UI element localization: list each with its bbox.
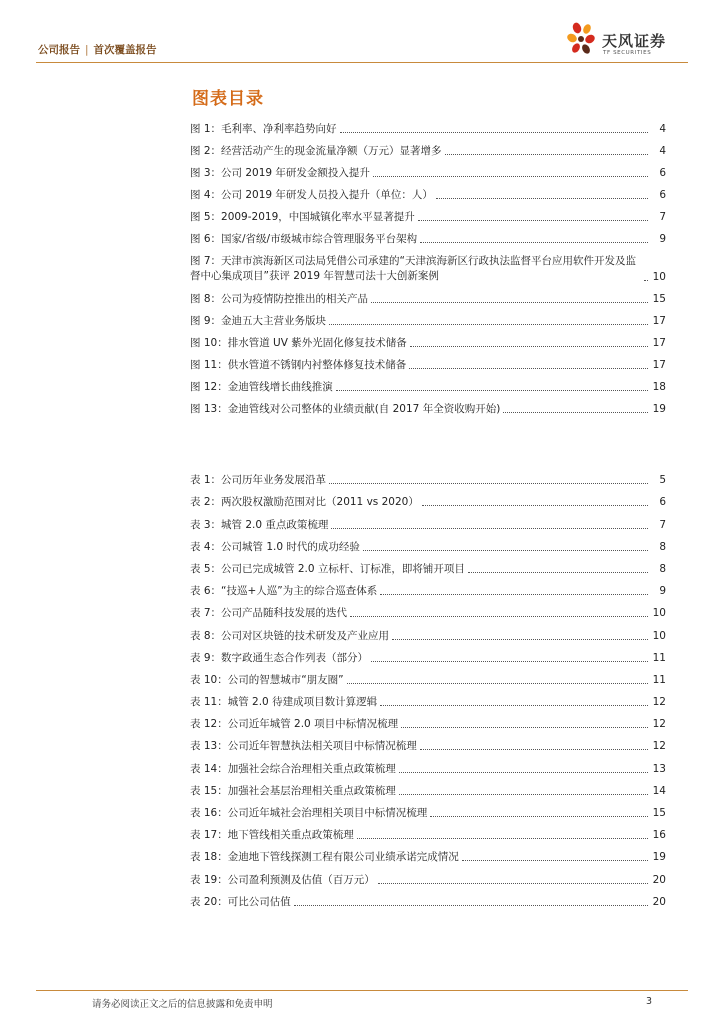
table-entry-page: 11 bbox=[652, 673, 666, 686]
table-entry-label: 表 2：两次股权激励范围对比（2011 vs 2020） bbox=[190, 496, 419, 509]
figure-entry-label: 图 7：天津市滨海新区司法局凭借公司承建的“天津滨海新区行政执法监督平台应用软件开发及监督中心集成项目”获评 2019 年智慧司法十大创新案例 bbox=[190, 255, 636, 282]
table-entry-page: 16 bbox=[652, 829, 666, 842]
table-entry-label: 表 4：公司城管 1.0 时代的成功经验 bbox=[190, 540, 360, 553]
dot-leader bbox=[392, 639, 648, 640]
report-subtype: 首次覆盖报告 bbox=[93, 44, 157, 56]
table-entry[interactable] bbox=[190, 864, 666, 886]
figure-entry-label: 图 2：经营活动产生的现金流量净额（万元）显著增多 bbox=[190, 145, 442, 157]
table-entry-label: 表 13：公司近年智慧执法相关项目中标情况梳理 bbox=[190, 740, 417, 753]
dot-leader bbox=[347, 683, 648, 684]
dot-leader bbox=[503, 412, 648, 413]
figure-entry[interactable] bbox=[190, 136, 666, 158]
figure-entry-page: 6 bbox=[659, 189, 666, 201]
dot-leader bbox=[350, 616, 648, 617]
table-entry-page: 12 bbox=[652, 740, 666, 753]
logo-subtext: TF SECURITIES bbox=[603, 50, 652, 56]
figure-entry[interactable] bbox=[190, 328, 666, 350]
breadcrumb-separator: | bbox=[85, 44, 89, 56]
figure-entry-page: 17 bbox=[652, 315, 666, 327]
table-entry-page: 12 bbox=[652, 696, 666, 709]
figure-entry[interactable] bbox=[190, 180, 666, 202]
figure-entry[interactable] bbox=[190, 114, 666, 136]
figure-entry-page: 7 bbox=[659, 211, 666, 223]
table-entry-label: 表 15：加强社会基层治理相关重点政策梳理 bbox=[190, 784, 396, 797]
table-entry-label: 表 6：“技巡+人巡”为主的综合巡查体系 bbox=[190, 585, 378, 598]
figure-entry-page: 10 bbox=[652, 271, 666, 283]
table-entry[interactable] bbox=[190, 887, 666, 909]
table-entry-label: 表 14：加强社会综合治理相关重点政策梳理 bbox=[190, 762, 396, 775]
figure-entry-page: 17 bbox=[652, 359, 666, 371]
figure-entry-page: 6 bbox=[659, 167, 666, 179]
figure-entry[interactable] bbox=[190, 158, 666, 180]
figure-entry[interactable] bbox=[190, 246, 666, 284]
figure-entry-label: 图 5：2009-2019，中国城镇化率水平显著提升 bbox=[190, 211, 415, 223]
tf-securities-logo bbox=[566, 22, 690, 62]
figure-entry-page: 15 bbox=[652, 293, 666, 305]
table-entry[interactable] bbox=[190, 576, 666, 598]
table-entry[interactable] bbox=[190, 487, 666, 509]
figure-entry[interactable] bbox=[190, 306, 666, 328]
figure-entry[interactable] bbox=[190, 224, 666, 246]
table-entry-label: 表 7：公司产品随科技发展的迭代 bbox=[190, 607, 348, 620]
dot-leader bbox=[380, 594, 648, 595]
footer-divider bbox=[36, 990, 688, 991]
logo-text: 天风证券 bbox=[602, 32, 667, 50]
table-entry-label: 表 9：数字政通生态合作列表（部分） bbox=[190, 651, 369, 664]
dot-leader bbox=[462, 860, 648, 861]
table-entry-page: 14 bbox=[652, 784, 666, 797]
table-entry-page: 9 bbox=[659, 585, 666, 598]
footer-disclaimer: 请务必阅读正文之后的信息披露和免责申明 bbox=[92, 999, 273, 1010]
figure-entry[interactable] bbox=[190, 394, 666, 416]
dot-leader bbox=[420, 749, 648, 750]
table-entry-label: 表 1：公司历年业务发展沿革 bbox=[190, 474, 327, 487]
figure-entry-page: 19 bbox=[652, 403, 666, 415]
table-entry-label: 表 11：城管 2.0 待建成项目数计算逻辑 bbox=[190, 696, 378, 709]
figure-entry[interactable] bbox=[190, 372, 666, 394]
tf-securities-flower-logo-icon bbox=[566, 22, 600, 58]
table-entry-page: 8 bbox=[659, 540, 666, 553]
dot-leader bbox=[380, 705, 648, 706]
figure-entry[interactable] bbox=[190, 202, 666, 224]
dot-leader bbox=[430, 816, 648, 817]
table-entry-label: 表 8：公司对区块链的技术研发及产业应用 bbox=[190, 629, 390, 642]
dot-leader bbox=[401, 727, 648, 728]
dot-leader bbox=[363, 550, 648, 551]
table-entry-label: 表 18：金迪地下管线探测工程有限公司业绩承诺完成情况 bbox=[190, 851, 459, 864]
dot-leader bbox=[418, 220, 648, 221]
figure-entry[interactable] bbox=[190, 350, 666, 372]
dot-leader bbox=[336, 390, 648, 391]
page-number: 3 bbox=[646, 996, 653, 1007]
dot-leader bbox=[410, 346, 648, 347]
table-entry-label: 表 12：公司近年城管 2.0 项目中标情况梳理 bbox=[190, 718, 399, 731]
table-entry[interactable] bbox=[190, 643, 666, 665]
dot-leader bbox=[378, 883, 648, 884]
table-entry-page: 5 bbox=[659, 474, 666, 487]
table-entry-page: 12 bbox=[652, 718, 666, 731]
table-entry-page: 10 bbox=[652, 629, 666, 642]
figure-entry-label: 图 10：排水管道 UV 紫外光固化修复技术储备 bbox=[190, 337, 407, 349]
figure-entry-page: 17 bbox=[652, 337, 666, 349]
table-entry[interactable] bbox=[190, 731, 666, 753]
table-entry-page: 8 bbox=[659, 562, 666, 575]
report-type: 公司报告 bbox=[38, 44, 80, 56]
page-header bbox=[0, 0, 724, 70]
table-entry[interactable] bbox=[190, 465, 666, 487]
figure-entry-label: 图 8：公司为疫情防控推出的相关产品 bbox=[190, 293, 369, 305]
dot-leader bbox=[371, 302, 648, 303]
toc-title: 图表目录 bbox=[192, 89, 264, 109]
figure-entry-page: 4 bbox=[659, 145, 666, 157]
figure-entry-label: 图 9：金迪五大主营业务版块 bbox=[190, 315, 327, 327]
table-entry[interactable] bbox=[190, 532, 666, 554]
table-entry[interactable] bbox=[190, 665, 666, 687]
table-entry[interactable] bbox=[190, 820, 666, 842]
figure-entry-page: 4 bbox=[659, 123, 666, 135]
figure-entry-label: 图 11：供水管道不锈钢内衬整体修复技术储备 bbox=[190, 359, 407, 371]
table-entry[interactable] bbox=[190, 687, 666, 709]
figure-entry-page: 9 bbox=[659, 233, 666, 245]
dot-leader bbox=[329, 483, 648, 484]
figure-entry-label: 图 1：毛利率、净利率趋势向好 bbox=[190, 123, 337, 135]
figure-entry-label: 图 3：公司 2019 年研发金额投入提升 bbox=[190, 167, 370, 179]
table-entry[interactable] bbox=[190, 709, 666, 731]
dot-leader bbox=[294, 905, 648, 906]
table-entry[interactable] bbox=[190, 776, 666, 798]
dot-leader bbox=[373, 176, 648, 177]
table-entry[interactable] bbox=[190, 798, 666, 820]
figure-entry-label: 图 13：金迪管线对公司整体的业绩贡献(自 2017 年全资收购开始) bbox=[190, 403, 501, 415]
table-entry-page: 19 bbox=[652, 851, 666, 864]
table-entry-label: 表 16：公司近年城社会治理相关项目中标情况梳理 bbox=[190, 807, 428, 819]
table-entry[interactable] bbox=[190, 509, 666, 531]
figure-list bbox=[190, 114, 666, 416]
figure-entry-label: 图 12：金迪管线增长曲线推演 bbox=[190, 381, 333, 393]
dot-leader bbox=[409, 368, 648, 369]
dot-leader bbox=[331, 528, 648, 529]
figure-entry[interactable] bbox=[190, 284, 666, 306]
dot-leader bbox=[399, 794, 648, 795]
breadcrumb bbox=[38, 42, 157, 57]
dot-leader bbox=[445, 154, 648, 155]
dot-leader bbox=[340, 132, 648, 133]
dot-leader bbox=[399, 772, 648, 773]
table-entry-label: 表 19：公司盈利预测及估值（百万元） bbox=[190, 873, 375, 886]
dot-leader bbox=[422, 505, 648, 506]
table-entry[interactable] bbox=[190, 842, 666, 864]
table-entry-page: 20 bbox=[652, 895, 666, 908]
table-entry-page: 7 bbox=[659, 518, 666, 531]
table-entry-page: 10 bbox=[652, 607, 666, 620]
dot-leader bbox=[329, 324, 648, 325]
table-entry-label: 表 17：地下管线相关重点政策梳理 bbox=[190, 829, 354, 842]
dot-leader bbox=[357, 838, 648, 839]
table-entry-label: 表 5：公司已完成城管 2.0 立标杆、订标准，即将铺开项目 bbox=[190, 562, 465, 575]
figure-entry-label: 图 4：公司 2019 年研发人员投入提升（单位：人） bbox=[190, 189, 433, 201]
table-entry[interactable] bbox=[190, 598, 666, 620]
table-entry[interactable] bbox=[190, 620, 666, 642]
table-entry-page: 11 bbox=[652, 651, 666, 664]
dot-leader bbox=[420, 242, 648, 243]
figure-entry-label: 图 6：国家/省级/市级城市综合管理服务平台架构 bbox=[190, 233, 418, 245]
dot-leader bbox=[371, 661, 648, 662]
dot-leader bbox=[436, 198, 648, 199]
table-entry-label: 表 3：城管 2.0 重点政策梳理 bbox=[190, 518, 329, 531]
table-entry[interactable] bbox=[190, 554, 666, 576]
table-entry-page: 20 bbox=[652, 873, 666, 886]
table-entry-label: 表 10：公司的智慧城市“朋友圈” bbox=[190, 673, 344, 686]
table-entry[interactable] bbox=[190, 753, 666, 775]
dot-leader bbox=[468, 572, 648, 573]
table-entry-page: 13 bbox=[652, 762, 666, 775]
figure-entry-page: 18 bbox=[652, 381, 666, 393]
table-entry-page: 6 bbox=[659, 496, 666, 509]
header-divider bbox=[36, 62, 688, 63]
table-list bbox=[190, 465, 666, 909]
table-entry-label: 表 20：可比公司估值 bbox=[190, 895, 291, 908]
table-entry-page: 15 bbox=[652, 807, 666, 819]
